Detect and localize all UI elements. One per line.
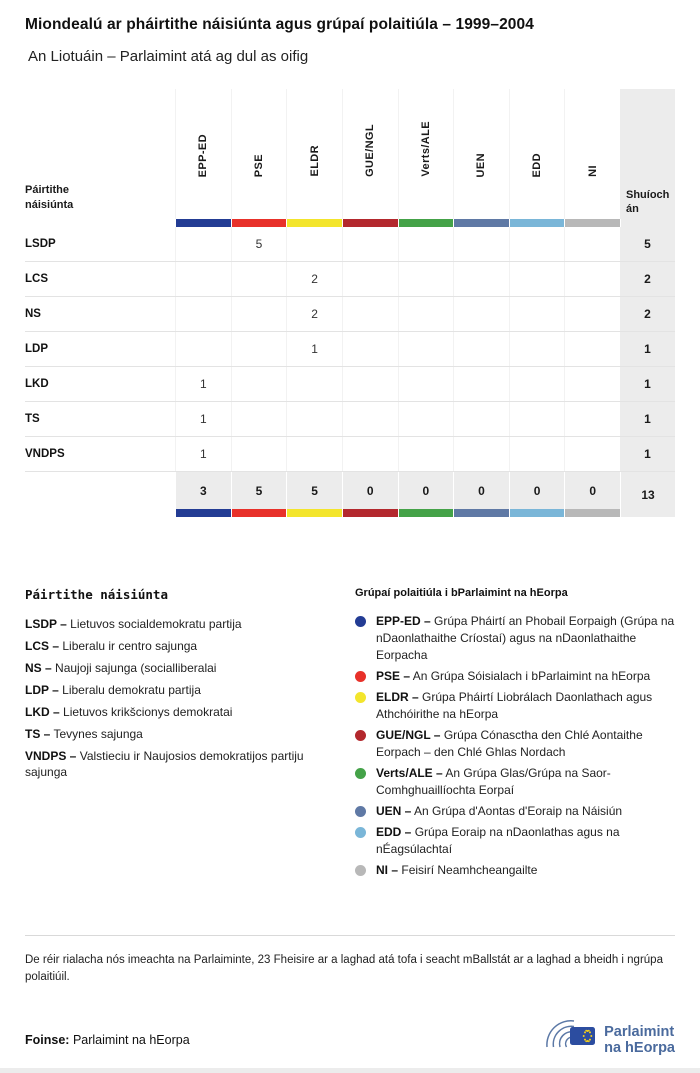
value-cell [342,437,398,471]
value-cell [564,402,620,436]
value-cell [564,437,620,471]
value-cell [398,297,454,331]
total-value: 0 [589,483,597,498]
legend-group-text [376,668,675,685]
value-cell [175,262,231,296]
legend-group-item [355,824,675,858]
legend-political-groups [355,587,675,883]
group-header-PSE [231,89,287,219]
value-cell [175,297,231,331]
legend-party-item [25,682,341,698]
legend-group-abbr: GUE/NGL – [376,728,441,742]
group-color-bar [342,219,398,227]
seats-table [25,89,675,517]
value-cell: 1 [286,332,342,366]
table-row [25,437,675,472]
value-cell [342,332,398,366]
total-value-cell [342,472,398,517]
value-cell [342,402,398,436]
group-header-GUE/NGL [342,89,398,219]
row-total-cell: 1 [620,332,675,366]
group-color-dot [355,806,366,817]
group-color-dot [355,616,366,627]
value-cell [564,262,620,296]
first-col-header-label [25,183,73,213]
value-cell [286,437,342,471]
legend-group-item [355,862,675,879]
group-color-bar [232,509,287,517]
first-col-header-line1: Páirtithe [25,184,70,196]
row-total-cell: 2 [620,297,675,331]
legend-party-name: Tevynes sajunga [53,727,143,741]
value-cell [231,437,287,471]
value-cell [453,437,509,471]
value-cell [509,227,565,261]
group-color-dot [355,671,366,682]
bar-row-first-cell [25,219,175,227]
value-cell: 2 [286,297,342,331]
ep-logo-line1: Parlaimint [604,1024,675,1040]
legend-party-abbr: LDP – [25,683,59,697]
group-color-bar [343,509,398,517]
bar-row-seats-cell [620,219,675,227]
group-color-bar-row [25,219,675,227]
value-cell [342,262,398,296]
total-value: 5 [255,483,263,498]
ep-hemicycle-flag-icon [541,1017,597,1063]
table-header-row [25,89,675,219]
legend-group-name: Grúpa Pháirtí Liobrálach Daonlathach agus Athchóirithe na hEorpa [376,690,653,721]
total-value-cell [564,472,620,517]
value-cell [453,332,509,366]
legend-group-name: An Grúpa Sóisialach i bParlaimint na hEorpa [412,669,651,683]
row-total-cell: 2 [620,262,675,296]
legend-groups-heading: Grúpaí polaitiúla i bParlaimint na hEorpa [355,587,568,599]
group-color-bar [287,509,342,517]
value-cell [231,367,287,401]
legend-party-abbr: LSDP – [25,617,67,631]
footer-divider [25,935,675,936]
legend-group-text [376,824,675,858]
value-cell [342,227,398,261]
group-color-dot [355,730,366,741]
legend-party-name: Naujoji sajunga (socialliberalai [55,661,217,675]
seats-col-header-cell: Shuíochán [620,89,675,219]
legend-party-item [25,704,341,720]
first-col-header-line2: náisiúnta [25,199,74,211]
value-cell [231,262,287,296]
group-color-bar [175,219,231,227]
value-cell: 5 [231,227,287,261]
legend-party-name: Liberalu demokratu partija [62,683,201,697]
group-header-label: EPP-ED [197,133,210,177]
group-color-bar [565,509,620,517]
value-cell [453,297,509,331]
legend-party-name: Lietuvos krikšcionys demokratai [63,705,233,719]
grand-total: 13 [641,487,655,502]
total-value-cell [453,472,509,517]
value-cell [509,437,565,471]
legend-national-parties [25,587,355,883]
table-row [25,332,675,367]
value-cell [564,367,620,401]
value-cell: 1 [175,437,231,471]
value-cell [453,367,509,401]
legend-party-item [25,660,341,676]
value-cell [509,367,565,401]
value-cell [231,332,287,366]
legend-group-abbr: UEN – [376,804,412,818]
value-cell [398,262,454,296]
value-cell: 1 [175,367,231,401]
legend-group-name: Feisirí Neamhcheangailte [401,863,538,877]
legend-group-text [376,803,675,820]
legend-group-name: Grúpa Cónasctha den Chlé Aontaithe Eorpach – den Chlé Ghlas Nordach [376,728,643,759]
party-name-cell: VNDPS [25,448,65,460]
value-cell [453,402,509,436]
value-cell [564,297,620,331]
legend-party-item [25,638,341,654]
group-color-dot [355,865,366,876]
legend-group-name: Grúpa Eoraip na nDaonlathas agus na nÉagsúlachtaí [376,825,620,856]
group-color-bar [454,509,509,517]
legend-group-item [355,803,675,820]
group-header-EPP-ED [175,89,231,219]
group-color-bar [231,219,287,227]
total-value: 0 [478,483,485,498]
legend-group-abbr: ELDR – [376,690,419,704]
legend-group-abbr: NI – [376,863,399,877]
value-cell [398,402,454,436]
party-name-cell: LDP [25,343,48,355]
group-header-NI [564,89,620,219]
total-value-cell [286,472,342,517]
party-name-cell: TS [25,413,40,425]
value-cell [564,227,620,261]
group-color-bar [176,509,231,517]
grand-total-cell [620,472,675,517]
value-cell [564,332,620,366]
legend-group-abbr: Verts/ALE – [376,766,443,780]
european-parliament-logo [541,1017,675,1063]
value-cell [175,332,231,366]
page-subtitle: An Liotuáin – Parlaimint atá ag dul as oifig [28,48,309,65]
legend-group-item [355,668,675,685]
footer-row [25,1017,675,1063]
table-row [25,262,675,297]
value-cell [453,262,509,296]
party-name-cell: NS [25,308,41,320]
table-row [25,402,675,437]
group-header-label: EDD [531,152,544,177]
party-name-cell: LSDP [25,238,56,250]
total-value: 0 [533,483,541,498]
legend-party-name: Liberalu ir centro sajunga [62,639,198,653]
value-cell [286,402,342,436]
value-cell [175,227,231,261]
group-header-label: GUE/NGL [364,124,377,177]
value-cell: 1 [175,402,231,436]
group-header-label: ELDR [308,145,321,177]
row-total-cell: 1 [620,402,675,436]
legend-group-text [376,727,675,761]
total-value: 0 [366,483,374,498]
value-cell [231,402,287,436]
legend-group-item [355,727,675,761]
legend-groups-list [355,613,675,879]
value-cell [509,332,565,366]
group-color-bar [510,509,565,517]
total-value-cell [509,472,565,517]
first-col-header [25,89,175,219]
legend-party-abbr: NS – [25,661,52,675]
legend-party-item [25,748,341,780]
page-title: Miondealú ar pháirtithe náisiúnta agus grúpaí polaitiúla – 1999–2004 [25,16,534,33]
legend-group-text [376,765,675,799]
legend-group-text [376,613,675,664]
group-header-label: Verts/ALE [419,121,432,177]
legend-group-name: Grúpa Pháirtí an Phobail Eorpaigh (Grúpa na nDaonlathaithe Críostaí) agus na nDaonlathaithe Eorpacha [376,614,675,662]
total-value: 5 [311,483,318,498]
group-color-bar [398,219,454,227]
group-color-dot [355,692,366,703]
group-header-Verts/ALE [398,89,454,219]
group-header-label: UEN [475,152,488,177]
value-cell [509,297,565,331]
source-line [25,1033,190,1047]
legend-party-name: Lietuvos socialdemokratu partija [70,617,242,631]
value-cell: 2 [286,262,342,296]
ep-logo-line2: na hEorpa [604,1040,675,1056]
legend-party-name: Valstieciu ir Naujosios demokratijos partiju sajunga [25,749,304,779]
group-color-bar [286,219,342,227]
legend-parties-list [25,616,341,780]
group-color-bar [399,509,454,517]
legend-group-text [376,862,675,879]
legend-group-abbr: PSE – [376,669,411,683]
table-row [25,227,675,262]
group-header-ELDR [286,89,342,219]
legend-parties-heading: Páirtithe náisiúnta [25,587,168,602]
legend-group-name: An Grúpa d'Aontas d'Eoraip na Náisiún [414,804,623,818]
total-value-cell [231,472,287,517]
legend-group-item [355,689,675,723]
legend-group-name: An Grúpa Glas/Grúpa na Saor-Comhghuaillíochta Eorpaí [376,766,611,797]
party-name-cell: LKD [25,378,49,390]
group-header-label: NI [586,165,599,177]
group-color-bar [453,219,509,227]
value-cell [398,332,454,366]
value-cell [286,227,342,261]
value-cell [509,262,565,296]
value-cell [509,402,565,436]
source-text: Parlaimint na hEorpa [72,1033,190,1047]
value-cell [398,367,454,401]
footer-note: De réir rialacha nós imeachta na Parlaiminte, 23 Fheisire ar a laghad atá tofa i seacht mBallstát ar a laghad a bheidh i ngrúpa polaitiúil. [25,954,663,983]
source-label: Foinse: [25,1033,70,1047]
group-color-dot [355,827,366,838]
totals-row [25,472,675,517]
row-total-cell: 5 [620,227,675,261]
legend-group-abbr: EDD – [376,825,412,839]
total-value-cell [175,472,231,517]
legend-party-abbr: TS – [25,727,51,741]
legend-party-abbr: LKD – [25,705,60,719]
value-cell [342,367,398,401]
value-cell [342,297,398,331]
legends-section [25,587,675,883]
group-color-bar [509,219,565,227]
legend-party-item [25,616,341,632]
legend-party-abbr: VNDPS – [25,749,77,763]
group-color-bar [564,219,620,227]
value-cell [453,227,509,261]
total-value: 3 [199,483,207,498]
value-cell [231,297,287,331]
row-total-cell: 1 [620,367,675,401]
value-cell [286,367,342,401]
legend-group-item [355,613,675,664]
legend-party-abbr: LCS – [25,639,60,653]
group-color-dot [355,768,366,779]
table-row [25,297,675,332]
ep-logo-wordmark [604,1024,675,1056]
total-value: 0 [422,483,430,498]
party-name-cell: LCS [25,273,48,285]
table-row [25,367,675,402]
legend-group-abbr: EPP-ED – [376,614,431,628]
value-cell [398,437,454,471]
row-total-cell: 1 [620,437,675,471]
legend-group-text [376,689,675,723]
table-body [25,227,675,472]
group-header-EDD [509,89,565,219]
total-value-cell [398,472,454,517]
group-header-UEN [453,89,509,219]
legend-group-item [355,765,675,799]
value-cell [398,227,454,261]
group-header-label: PSE [252,153,265,177]
legend-party-item [25,726,341,742]
totals-empty-cell [25,472,175,517]
